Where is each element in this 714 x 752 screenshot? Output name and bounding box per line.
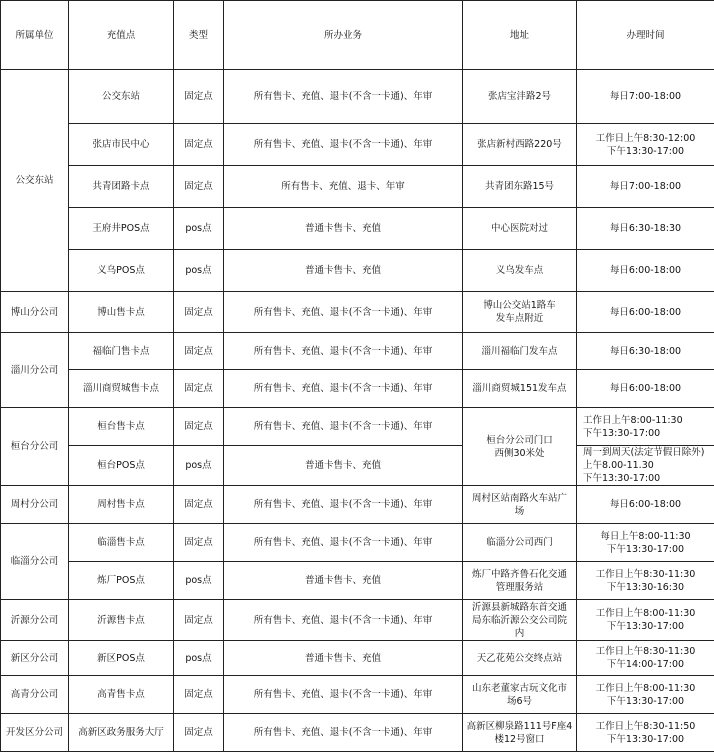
address-cell: 义乌发车点	[463, 250, 577, 292]
type-cell: 固定点	[174, 714, 224, 752]
hours-cell: 工作日上午8:30-12:00 下午13:30-17:00	[577, 124, 714, 166]
business-cell: 所有售卡、充值、退卡(不含一卡通)、年审	[224, 714, 463, 752]
point-cell: 桓台POS点	[69, 446, 174, 486]
table-row	[1, 524, 714, 562]
point-cell: 高青售卡点	[69, 676, 174, 714]
address-cell: 沂源县新城路东首交通 局东临沂源公交公司院 内	[463, 600, 577, 641]
table-row	[1, 641, 714, 676]
business-cell: 普通卡售卡、充值	[224, 641, 463, 676]
table-row	[1, 446, 714, 486]
business-cell: 所有售卡、充值、退卡(不含一卡通)、年审	[224, 600, 463, 641]
type-cell: 固定点	[174, 600, 224, 641]
type-cell: pos点	[174, 208, 224, 250]
point-cell: 炼厂POS点	[69, 562, 174, 600]
type-cell: pos点	[174, 562, 224, 600]
header-business: 所办业务	[224, 1, 463, 70]
unit-cell: 博山分公司	[1, 292, 69, 333]
business-cell: 所有售卡、充值、退卡、年审	[224, 166, 463, 208]
table-row	[1, 676, 714, 714]
header-row	[1, 1, 714, 70]
address-cell: 共青团东路15号	[463, 166, 577, 208]
table-row	[1, 370, 714, 408]
point-cell: 义乌POS点	[69, 250, 174, 292]
table-row	[1, 70, 714, 124]
business-cell: 所有售卡、充值、退卡(不含一卡通)、年审	[224, 124, 463, 166]
table-row	[1, 166, 714, 208]
hours-cell: 每日6:30-18:00	[577, 333, 714, 370]
point-cell: 周村售卡点	[69, 486, 174, 524]
type-cell: 固定点	[174, 370, 224, 408]
table-row	[1, 250, 714, 292]
header-type: 类型	[174, 1, 224, 70]
point-cell: 桓台售卡点	[69, 408, 174, 446]
table-row	[1, 714, 714, 752]
point-cell: 福临门售卡点	[69, 333, 174, 370]
business-cell: 所有售卡、充值、退卡(不含一卡通)、年审	[224, 70, 463, 124]
hours-cell: 周一到周天(法定节假日除外)上午8.00-11.30 下午13:30-17:00	[577, 446, 714, 486]
type-cell: 固定点	[174, 676, 224, 714]
type-cell: pos点	[174, 446, 224, 486]
hours-cell: 工作日上午8:30-11:30 下午13:30-16:30	[577, 562, 714, 600]
table-row	[1, 486, 714, 524]
hours-cell: 工作日上午8:00-11:30 下午13:30-17:00	[577, 600, 714, 641]
unit-cell: 公交东站	[1, 70, 69, 292]
point-cell: 共青团路卡点	[69, 166, 174, 208]
address-cell: 淄川福临门发车点	[463, 333, 577, 370]
point-cell: 高新区政务服务大厅	[69, 714, 174, 752]
point-cell: 王府井POS点	[69, 208, 174, 250]
hours-cell: 每日6:00-18:00	[577, 250, 714, 292]
table-row	[1, 408, 714, 446]
hours-cell: 工作日上午8:30-11:30 下午14:00-17:00	[577, 641, 714, 676]
address-cell: 天乙花苑公交终点站	[463, 641, 577, 676]
hours-cell: 工作日上午8:30-11:50 下午13:30-17:00	[577, 714, 714, 752]
address-cell: 山东老董家古玩文化市 场6号	[463, 676, 577, 714]
hours-cell: 每日上午8:00-11:30 下午13:30-17:00	[577, 524, 714, 562]
address-cell: 高新区柳泉路111号F座4 楼12号窗口	[463, 714, 577, 752]
table-row	[1, 124, 714, 166]
unit-cell: 淄川分公司	[1, 333, 69, 408]
type-cell: 固定点	[174, 70, 224, 124]
table-row	[1, 208, 714, 250]
type-cell: 固定点	[174, 292, 224, 333]
hours-cell: 每日7:00-18:00	[577, 166, 714, 208]
business-cell: 所有售卡、充值、退卡(不含一卡通)、年审	[224, 676, 463, 714]
business-cell: 普通卡售卡、充值	[224, 250, 463, 292]
type-cell: pos点	[174, 250, 224, 292]
type-cell: 固定点	[174, 166, 224, 208]
point-cell: 博山售卡点	[69, 292, 174, 333]
address-cell: 临淄分公司西门	[463, 524, 577, 562]
hours-cell: 每日6:30-18:30	[577, 208, 714, 250]
unit-cell: 临淄分公司	[1, 524, 69, 600]
address-cell: 博山公交站1路车 发车点附近	[463, 292, 577, 333]
table-row	[1, 600, 714, 641]
unit-cell: 开发区分公司	[1, 714, 69, 752]
unit-cell: 新区分公司	[1, 641, 69, 676]
business-cell: 所有售卡、充值、退卡(不含一卡通)、年审	[224, 524, 463, 562]
point-cell: 淄川商贸城售卡点	[69, 370, 174, 408]
header-point: 充值点	[69, 1, 174, 70]
header-hours: 办理时间	[577, 1, 714, 70]
point-cell: 沂源售卡点	[69, 600, 174, 641]
hours-cell: 每日6:00-18:00	[577, 370, 714, 408]
hours-cell: 每日6:00-18:00	[577, 292, 714, 333]
header-unit: 所属单位	[1, 1, 69, 70]
hours-cell: 工作日上午8:00-11:30 下午13:30-17:00	[577, 408, 714, 446]
business-cell: 普通卡售卡、充值	[224, 562, 463, 600]
table-row	[1, 333, 714, 370]
type-cell: 固定点	[174, 408, 224, 446]
type-cell: pos点	[174, 641, 224, 676]
business-cell: 所有售卡、充值、退卡(不含一卡通)、年审	[224, 292, 463, 333]
address-cell: 周村区站南路火车站广 场	[463, 486, 577, 524]
hours-cell: 每日6:00-18:00	[577, 486, 714, 524]
address-cell: 张店宝沣路2号	[463, 70, 577, 124]
hours-cell: 每日7:00-18:00	[577, 70, 714, 124]
unit-cell: 桓台分公司	[1, 408, 69, 486]
point-cell: 张店市民中心	[69, 124, 174, 166]
type-cell: 固定点	[174, 524, 224, 562]
table-row	[1, 562, 714, 600]
business-cell: 普通卡售卡、充值	[224, 446, 463, 486]
point-cell: 公交东站	[69, 70, 174, 124]
business-cell: 所有售卡、充值、退卡(不含一卡通)、年审	[224, 486, 463, 524]
point-cell: 新区POS点	[69, 641, 174, 676]
address-cell: 淄川商贸城151发车点	[463, 370, 577, 408]
type-cell: 固定点	[174, 124, 224, 166]
business-cell: 普通卡售卡、充值	[224, 208, 463, 250]
address-cell: 桓台分公司门口 西侧30米处	[463, 408, 577, 486]
unit-cell: 周村分公司	[1, 486, 69, 524]
address-cell: 炼厂中路齐鲁石化交通 管理服务站	[463, 562, 577, 600]
unit-cell: 高青分公司	[1, 676, 69, 714]
address-cell: 中心医院对过	[463, 208, 577, 250]
header-address: 地址	[463, 1, 577, 70]
business-cell: 所有售卡、充值、退卡(不含一卡通)、年审	[224, 370, 463, 408]
unit-cell: 沂源分公司	[1, 600, 69, 641]
type-cell: 固定点	[174, 486, 224, 524]
type-cell: 固定点	[174, 333, 224, 370]
business-cell: 所有售卡、充值、退卡(不含一卡通)、年审	[224, 408, 463, 446]
hours-cell: 工作日上午8:00-11:30 下午13:30-17:00	[577, 676, 714, 714]
address-cell: 张店新村西路220号	[463, 124, 577, 166]
point-cell: 临淄售卡点	[69, 524, 174, 562]
table-row	[1, 292, 714, 333]
business-cell: 所有售卡、充值、退卡(不含一卡通)、年审	[224, 333, 463, 370]
